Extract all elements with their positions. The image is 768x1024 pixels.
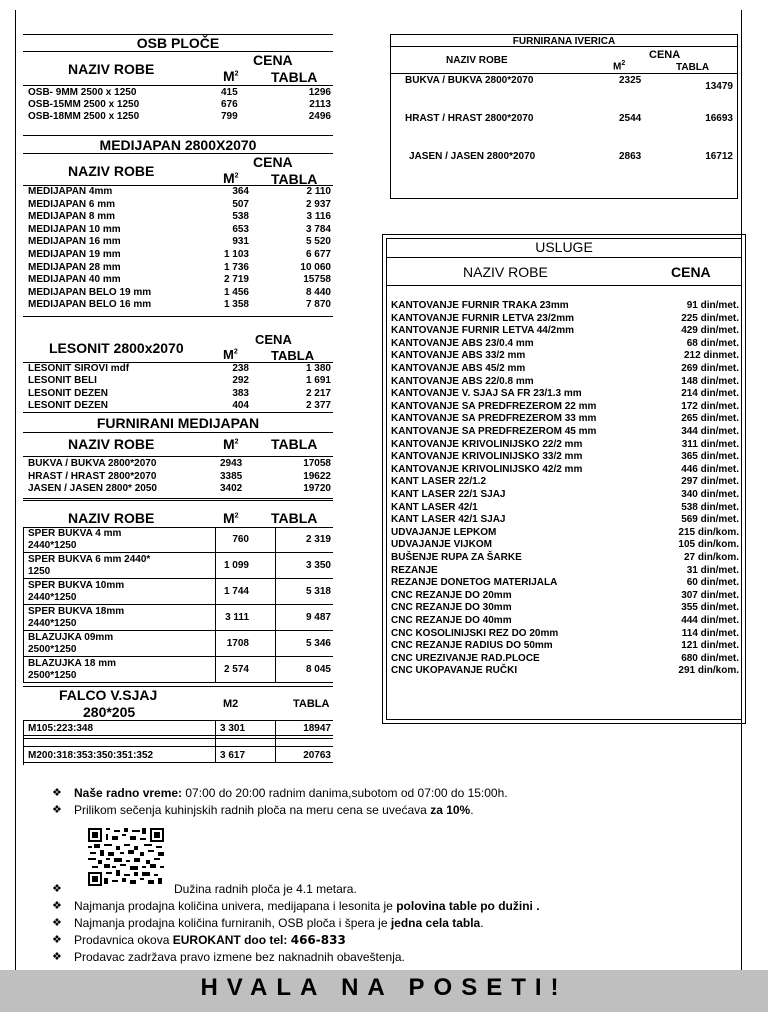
cell-name: BUKVA / BUKVA 2800*2070 <box>405 75 534 86</box>
cell-name: KANT LASER 22/1 SJAJ <box>391 489 506 500</box>
cell-tabla: 2 110 <box>306 186 331 197</box>
cell-price: 212 dinmet. <box>683 350 739 362</box>
cell-name: KANTOVANJE ABS 45/2 mm <box>391 363 526 374</box>
cell-tabla: 1 380 <box>305 363 331 374</box>
osb-col-m2: $M^2$ <box>223 68 239 84</box>
cell-price: 429 din/met. <box>681 325 739 337</box>
cell-name: JASEN / JASEN 2800* 2050 <box>28 483 157 494</box>
cell-name-line2: 2440*1250 <box>28 592 77 603</box>
cell-divider <box>275 553 276 579</box>
cell-tabla: 8 045 <box>305 664 331 675</box>
qr-code-icon <box>88 828 164 886</box>
cell-tabla: 17058 <box>303 458 331 469</box>
cell-price: 215 din/kom. <box>678 526 739 538</box>
cell-name: KANTOVANJE SA PREDFREZEROM 33 mm <box>391 413 597 425</box>
falco-row-tabla: 20763 <box>303 750 331 761</box>
falco-row-m2: 3 301 <box>220 723 246 734</box>
cell-name: MEDIJAPAN 8 mm <box>28 211 116 223</box>
cell-divider <box>215 631 216 657</box>
cell-m2: 2863 <box>619 151 642 162</box>
cell-tabla: 9 487 <box>305 612 331 623</box>
cell-m2: 2 574 <box>223 664 249 675</box>
medijapan-col-tabla: TABLA <box>271 171 318 187</box>
cell-name-line1: BLAZUJKA 09mm <box>28 632 114 643</box>
cell-price: 446 din/met. <box>681 463 739 475</box>
cell-name: MEDIJAPAN 6 mm <box>28 198 116 210</box>
bullet-icon: ❖ <box>52 900 62 912</box>
lesonit-table <box>23 330 333 418</box>
medijapan-title: MEDIJAPAN 2800X2070 <box>99 137 257 153</box>
cell-name-line1: SPER BUKVA 10mm <box>28 580 125 591</box>
cell-divider <box>23 553 24 579</box>
furnirana-iverica-col-name: NAZIV ROBE <box>446 55 508 66</box>
furnirani-medijapan-title: FURNIRANI MEDIJAPAN <box>96 415 260 431</box>
medijapan-col-price: CENA <box>253 154 293 170</box>
cell-price: 311 din/met. <box>681 438 739 450</box>
cell-tabla: 19622 <box>303 470 331 482</box>
cell-name: CNC UREZIVANJE RAD.PLOCE <box>391 652 540 664</box>
cell-price: 340 din/met. <box>681 489 739 500</box>
cell-price: 355 din/met. <box>681 602 739 614</box>
cell-name: KANT LASER 42/1 SJAJ <box>391 514 506 526</box>
cell-m2: 1 456 <box>223 286 249 298</box>
cell-name: CNC REZANJE RADIUS DO 50mm <box>391 640 553 652</box>
falco-title-1: FALCO V.SJAJ <box>59 687 158 703</box>
sper-table <box>23 500 333 688</box>
medijapan-col-m2: $M^2$ <box>223 170 239 186</box>
cell-tabla: 16693 <box>705 113 733 124</box>
cell-divider <box>215 579 216 605</box>
cell-divider <box>275 631 276 657</box>
cell-divider <box>215 553 216 579</box>
cell-name: OSB-18MM 2500 x 1250 <box>28 111 140 122</box>
cell-name: OSB- 9MM 2500 x 1250 <box>28 87 137 98</box>
cell-m2: 1708 <box>226 638 249 649</box>
cell-name: HRAST / HRAST 2800*2070 <box>405 113 534 124</box>
cell-price: 68 din/met. <box>686 337 739 349</box>
cell-name: KANTOVANJE FURNIR LETVA 23/2mm <box>391 312 574 324</box>
cell-name: CNC REZANJE DO 20mm <box>391 589 512 601</box>
osb-col-name: NAZIV ROBE <box>68 61 155 77</box>
cell-name: KANTOVANJE KRIVOLINIJSKO 42/2 mm <box>391 463 583 475</box>
cell-tabla: 15758 <box>303 274 331 286</box>
table-row <box>23 579 333 605</box>
usluge-table <box>382 234 746 724</box>
cell-name: CNC REZANJE DO 30mm <box>391 602 512 614</box>
cell-name: KANTOVANJE SA PREDFREZEROM 22 mm <box>391 400 597 412</box>
cell-divider <box>215 527 216 553</box>
cell-name: KANTOVANJE FURNIR TRAKA 23mm <box>391 300 569 311</box>
cell-name: KANTOVANJE KRIVOLINIJSKO 22/2 mm <box>391 438 583 450</box>
furnirani-medijapan-col-m2: $M^2$ <box>223 436 239 452</box>
cell-price: 265 din/met. <box>681 413 739 425</box>
furnirani-medijapan-col-name: NAZIV ROBE <box>68 436 155 452</box>
cell-tabla: 1296 <box>308 87 331 98</box>
furnirani-medijapan-table <box>23 414 333 498</box>
cell-name-line2: 2440*1250 <box>28 540 77 551</box>
lesonit-col-m2: $M^2$ <box>223 347 238 362</box>
sper-col-m2: $M^2$ <box>223 510 239 526</box>
cell-tabla: 2 377 <box>305 400 331 412</box>
cell-price: 680 din/met. <box>681 652 739 664</box>
cell-name: MEDIJAPAN 16 mm <box>28 236 121 248</box>
usluge-title: USLUGE <box>535 239 593 255</box>
falco-table <box>23 686 333 766</box>
cell-tabla: 1 691 <box>305 375 331 387</box>
furnirana-iverica-col-price: CENA <box>649 49 681 61</box>
cell-m2: 931 <box>232 236 249 248</box>
cell-name: KANT LASER 42/1 <box>391 501 478 513</box>
cell-tabla: 3 116 <box>306 211 331 223</box>
cell-m2: 2943 <box>220 458 243 469</box>
falco-col-m2: M2 <box>223 698 239 710</box>
falco-title-2: 280*205 <box>83 704 136 720</box>
cell-name-line1: SPER BUKVA 6 mm 2440* <box>28 554 151 565</box>
bullet-icon: ❖ <box>52 951 62 963</box>
cell-tabla: 5 318 <box>305 586 331 597</box>
cell-divider <box>23 527 24 553</box>
cell-name-line2: 1250 <box>28 566 51 577</box>
cell-price: 291 din/kom. <box>678 665 739 677</box>
cell-name: LESONIT DEZEN <box>28 400 109 412</box>
falco-row-name: M105:223:348 <box>28 723 94 734</box>
cell-tabla: 6 677 <box>305 249 331 260</box>
cell-price: 444 din/met. <box>681 615 739 626</box>
cell-divider <box>215 605 216 631</box>
cell-name: JASEN / JASEN 2800*2070 <box>409 151 536 162</box>
cell-name: UDVAJANJE LEPKOM <box>391 526 497 538</box>
cell-price: 105 din/kom. <box>678 539 739 551</box>
cell-name: REZANJE DONETOG MATERIJALA <box>391 577 558 589</box>
cell-divider <box>215 657 216 683</box>
cell-name: KANT LASER 22/1.2 <box>391 476 487 488</box>
cell-divider <box>23 631 24 657</box>
cell-name: HRAST / HRAST 2800*2070 <box>28 470 157 482</box>
bullet-icon: ❖ <box>52 804 62 816</box>
cell-name: KANTOVANJE V. SJAJ SA FR 23/1.3 mm <box>391 388 582 400</box>
cell-name: REZANJE <box>391 564 438 576</box>
cell-price: 148 din/met. <box>681 375 739 387</box>
cell-price: 225 din/met. <box>681 312 739 324</box>
cell-m2: 383 <box>232 387 249 399</box>
table-row <box>23 527 333 553</box>
cell-divider <box>275 579 276 605</box>
cell-m2: 799 <box>221 111 238 122</box>
cell-tabla: 2113 <box>309 99 331 110</box>
cell-price: 307 din/met. <box>681 589 739 601</box>
furnirana-iverica-table <box>390 34 738 199</box>
cell-name: LESONIT SIROVI mdf <box>28 363 130 374</box>
cell-m2: 676 <box>221 99 238 110</box>
cell-price: 31 din/met. <box>686 564 739 576</box>
cell-m2: 238 <box>232 363 249 374</box>
osb-title: OSB PLOČE <box>136 35 220 51</box>
cell-name: UDVAJANJE VIJKOM <box>391 539 492 551</box>
cell-m2: 3402 <box>220 483 243 494</box>
cell-m2: 292 <box>232 375 249 387</box>
cell-m2: 3 111 <box>225 612 249 623</box>
cell-name: LESONIT DEZEN <box>28 387 109 399</box>
cell-name: LESONIT BELI <box>28 375 97 387</box>
cell-tabla: 8 440 <box>305 286 331 298</box>
cell-m2: 538 <box>232 211 249 223</box>
osb-col-tabla: TABLA <box>271 69 318 85</box>
bullet-icon: ❖ <box>52 917 62 929</box>
cell-name: MEDIJAPAN BELO 16 mm <box>28 299 152 311</box>
cell-m2: 2325 <box>619 75 642 86</box>
cell-tabla: 16712 <box>705 151 733 162</box>
cell-price: 538 din/met. <box>681 501 739 513</box>
cell-name-line1: BLAZUJKA 18 mm <box>28 658 116 669</box>
cell-divider <box>23 657 24 683</box>
cell-name-line2: 2440*1250 <box>28 618 77 629</box>
medijapan-col-name: NAZIV ROBE <box>68 163 155 179</box>
bullet-icon: ❖ <box>52 787 62 799</box>
cell-name: MEDIJAPAN 28 mm <box>28 261 121 273</box>
cell-m2: 1 099 <box>223 560 249 571</box>
osb-table <box>23 34 333 126</box>
table-row <box>23 553 333 579</box>
furnirana-iverica-title: FURNIRANA IVERICA <box>512 36 616 47</box>
table-row <box>23 605 333 631</box>
cell-tabla: 10 060 <box>300 261 331 273</box>
cell-divider <box>275 527 276 553</box>
cell-price: 114 din/met. <box>681 627 739 639</box>
cell-price: 269 din/met. <box>681 363 739 374</box>
cell-name: KANTOVANJE SA PREDFREZEROM 45 mm <box>391 426 597 437</box>
cell-m2: 2 719 <box>223 274 249 286</box>
cell-m2: 1 744 <box>223 586 249 597</box>
cell-divider <box>275 657 276 683</box>
furnirana-iverica-col-m2: $M^2$ <box>613 60 626 73</box>
cell-m2: 653 <box>232 223 249 235</box>
cell-tabla: 2 217 <box>305 387 331 399</box>
cell-tabla: 5 520 <box>305 236 331 248</box>
sper-col-tabla: TABLA <box>271 510 318 526</box>
cell-price: 91 din/met. <box>686 300 739 311</box>
usluge-col-name: NAZIV ROBE <box>463 264 548 280</box>
cell-price: 60 din/met. <box>686 577 739 589</box>
cell-m2: 760 <box>232 534 249 545</box>
cell-m2: 3385 <box>220 470 243 482</box>
cell-name: CNC REZANJE DO 40mm <box>391 615 512 626</box>
cell-name: KANTOVANJE FURNIR LETVA 44/2mm <box>391 325 574 337</box>
cell-name: CNC KOSOLINIJSKI REZ DO 20mm <box>391 627 559 639</box>
cell-name: KANTOVANJE KRIVOLINIJSKO 33/2 mm <box>391 451 583 463</box>
falco-row-name: M200:318:353:350:351:352 <box>28 750 154 761</box>
cell-m2: 404 <box>232 400 249 412</box>
cell-m2: 1 736 <box>223 261 249 273</box>
falco-col-tabla: TABLA <box>293 698 330 710</box>
cell-name: KANTOVANJE ABS 23/0.4 mm <box>391 337 534 349</box>
cell-tabla: 2496 <box>308 111 331 122</box>
cell-tabla: 19720 <box>303 483 331 494</box>
footer-banner <box>0 970 768 1012</box>
table-row <box>23 631 333 657</box>
cell-divider <box>275 605 276 631</box>
cell-name-line2: 2500*1250 <box>28 644 77 655</box>
cell-tabla: 2 319 <box>305 534 331 545</box>
cell-price: 297 din/met. <box>681 476 739 488</box>
footer-text: HVALA NA POSETI! <box>200 974 568 1001</box>
cell-tabla: 2 937 <box>305 198 331 210</box>
cell-price: 365 din/met. <box>681 451 739 463</box>
cell-name: MEDIJAPAN BELO 19 mm <box>28 286 152 298</box>
furnirana-iverica-col-tabla: TABLA <box>676 62 710 73</box>
cell-price: 569 din/met. <box>681 514 739 526</box>
cell-name: KANTOVANJE ABS 22/0.8 mm <box>391 375 534 387</box>
usluge-col-price: CENA <box>671 264 711 280</box>
table-row <box>23 657 333 683</box>
lesonit-col-price: CENA <box>255 332 292 347</box>
cell-name: MEDIJAPAN 10 mm <box>28 223 121 235</box>
cell-m2: 1 358 <box>223 299 249 311</box>
cell-price: 172 din/met. <box>681 400 739 412</box>
lesonit-col-tabla: TABLA <box>271 348 315 363</box>
cell-tabla: 5 346 <box>305 638 331 649</box>
price-list-page: OSB PLOČE CENA NAZIV ROBE $M^2$ TABLA OSB- 9MM 2500 x 1250 415 1296 OSB-15MM 2500 x 1250 676 2113 OSB-18MM 2500 x 1250 799 2496 MEDIJAPAN 2800X2070 CENA NAZIV ROBE $M^2$ TABLA MEDIJAPAN 4mm 364 2 110 MEDIJAPAN 6 mm 507 2 937 MEDIJAPAN 8 mm 538 3 116 MEDIJAPAN 10 mm 653 3 784 MEDIJAPAN 16 mm 931 5 520 MEDIJAPAN 19 mm 1 103 6 677 MEDIJAPAN 28 mm 1 736 10 060 MEDIJAPAN 40 mm 2 719 15758 MEDIJAPAN BELO 19 mm 1 456 8 440 MEDIJAPAN BELO 16 mm 1 358 7 870 CENA LESONIT 2800x2070 $M^2$ TABLA LESONIT SIROVI mdf 238 1 380 LESONIT BELI 292 1 691 LESONIT DEZEN 383 2 217 LESONIT DEZEN 404 2 377 FURNIRANI MEDIJAPAN NAZIV ROBE $M^2$ TABLA BUKVA / BUKVA 2800*2070 2943 17058 HRAST / HRAST 2800*2070 3385 19622 JASEN / JASEN 2800* 2050 3402 19720 NAZIV ROBE $M^2$ TABLA SPER BUKVA 4 mm 2440*1250 760 2 319 SPER BUKVA 6 mm 2440* 1250 1 099 3 350 SPER BUKVA 10mm 2440*1250 1 744 5 318 SPER BUKVA 18mm 2440*1250 3 111 9 487 BLAZUJKA 09mm 2500*1250 1708 5 346 BLAZUJKA 18 mm 2500*1250 2 574 8 045 FALCO V.SJAJ 280*205 M2 TABLA M105:223:348 3 301 18947 M200:318:353:350:351:352 3 617 20763 FURNIRANA IVERICA CENA NAZIV ROBE $M^2$ TABLA BUKVA / BUKVA 2800*2070 2325 13479 HRAST / HRAST 2800*2070 2544 16693 JASEN / JASEN 2800*2070 2863 16712 USLUGE NAZIV ROBE CENA KANTOVANJE FURNIR TRAKA 23mm 91 din/met. KANTOVANJE FURNIR LETVA 23/2mm 225 din/met. KANTOVANJE FURNIR LETVA 44/2mm 429 din/met. KANTOVANJE ABS 23/0.4 mm 68 din/met. KANTOVANJE ABS 33/2 mm 212 dinmet. KANTOVANJE ABS 45/2 mm 269 din/met. KANTOVANJE ABS 22/0.8 mm 148 din/met. KANTOVANJE V. SJAJ SA FR 23/1.3 mm 214 din/met. KANTOVANJE SA PREDFREZEROM 22 mm 172 din/met. KANTOVANJE SA PREDFREZEROM 33 mm 265 din/met. KANTOVANJE SA PREDFREZEROM 45 mm 344 din/met. KANTOVANJE KRIVOLINIJSKO 22/2 mm 311 din/met. KANTOVANJE KRIVOLINIJSKO 33/2 mm 365 din/met. KANTOVANJE KRIVOLINIJSKO 42/2 mm 446 din/met. KANT LASER 22/1.2 297 din/met. KANT LASER 22/1 SJAJ 340 din/met. KANT LASER 42/1 538 din/met. KANT LASER 42/1 SJAJ 569 din/met. UDVAJANJE LEPKOM 215 din/kom. UDVAJANJE VIJKOM 105 din/kom. BUŠENJE RUPA ZA ŠARKE 27 din/kom. REZANJE 31 din/met. REZANJE DONETOG MATERIJALA 60 din/met. CNC REZANJE DO 20mm 307 din/met. CNC REZANJE DO 30mm 355 din/met. CNC REZANJE DO 40mm 444 din/met. CNC KOSOLINIJSKI REZ DO 20mm 114 din/met. CNC REZANJE RADIUS DO 50mm 121 din/met. CNC UREZIVANJE RAD.PLOCE 680 din/met. CNC UKOPAVANJE RUČKI 291 din/kom. ❖ Naše radno vreme: 07:00 do 20:00 radnim danima,subotom od 07:00 do 15:00h. ❖ Prilikom sečenja kuhinjskih radnih ploča na meru cena se uvećava za 10%. ❖ Dužina radnih ploča je 4.1 metara. ❖ Najmanja prodajna količina univera, medijapana i lesonita je polovina table po dužini . ❖ Najmanja prodajna količina furniranih, OSB ploča i špera je jedna cela tabla. ❖ Prodavnica okova EUROKANT doo tel: 466-833 ❖ Prodavac zadržava pravo izmene bez naknadnih obaveštenja. HVALA NA POSETI! <box>0 0 768 1024</box>
cell-tabla: 3 784 <box>305 223 331 235</box>
cell-name-line1: SPER BUKVA 4 mm <box>28 528 122 539</box>
medijapan-table <box>23 135 333 335</box>
falco-row-tabla: 18947 <box>303 723 331 734</box>
cell-name: MEDIJAPAN 40 mm <box>28 274 121 286</box>
cell-tabla: 3 350 <box>305 560 331 571</box>
cell-name: CNC UKOPAVANJE RUČKI <box>391 665 518 677</box>
sper-col-name: NAZIV ROBE <box>68 510 155 526</box>
cell-m2: 364 <box>232 186 249 197</box>
falco-row-m2: 3 617 <box>220 750 246 761</box>
cell-m2: 415 <box>221 87 238 98</box>
cell-price: 27 din/kom. <box>683 552 739 563</box>
cell-tabla: 13479 <box>705 81 733 92</box>
bullet-icon: ❖ <box>52 934 62 946</box>
cell-m2: 1 103 <box>223 249 249 260</box>
cell-divider <box>23 605 24 631</box>
cell-name: OSB-15MM 2500 x 1250 <box>28 99 140 110</box>
lesonit-title: LESONIT 2800x2070 <box>49 340 184 356</box>
cell-name: MEDIJAPAN 4mm <box>28 186 113 197</box>
cell-name-line2: 2500*1250 <box>28 670 77 681</box>
cell-price: 344 din/met. <box>681 426 739 437</box>
bullet-icon: ❖ <box>52 883 62 895</box>
cell-divider <box>23 579 24 605</box>
osb-col-price: CENA <box>253 52 293 68</box>
cell-tabla: 7 870 <box>305 299 331 311</box>
cell-m2: 507 <box>232 198 249 210</box>
cell-name: KANTOVANJE ABS 33/2 mm <box>391 350 526 362</box>
cell-name: BUŠENJE RUPA ZA ŠARKE <box>391 552 522 563</box>
cell-price: 121 din/met. <box>681 640 739 652</box>
cell-m2: 2544 <box>619 113 642 124</box>
cell-name-line1: SPER BUKVA 18mm <box>28 606 125 617</box>
furnirani-medijapan-col-tabla: TABLA <box>271 436 318 452</box>
cell-name: BUKVA / BUKVA 2800*2070 <box>28 458 157 469</box>
cell-name: MEDIJAPAN 19 mm <box>28 249 121 260</box>
cell-price: 214 din/met. <box>681 388 739 400</box>
